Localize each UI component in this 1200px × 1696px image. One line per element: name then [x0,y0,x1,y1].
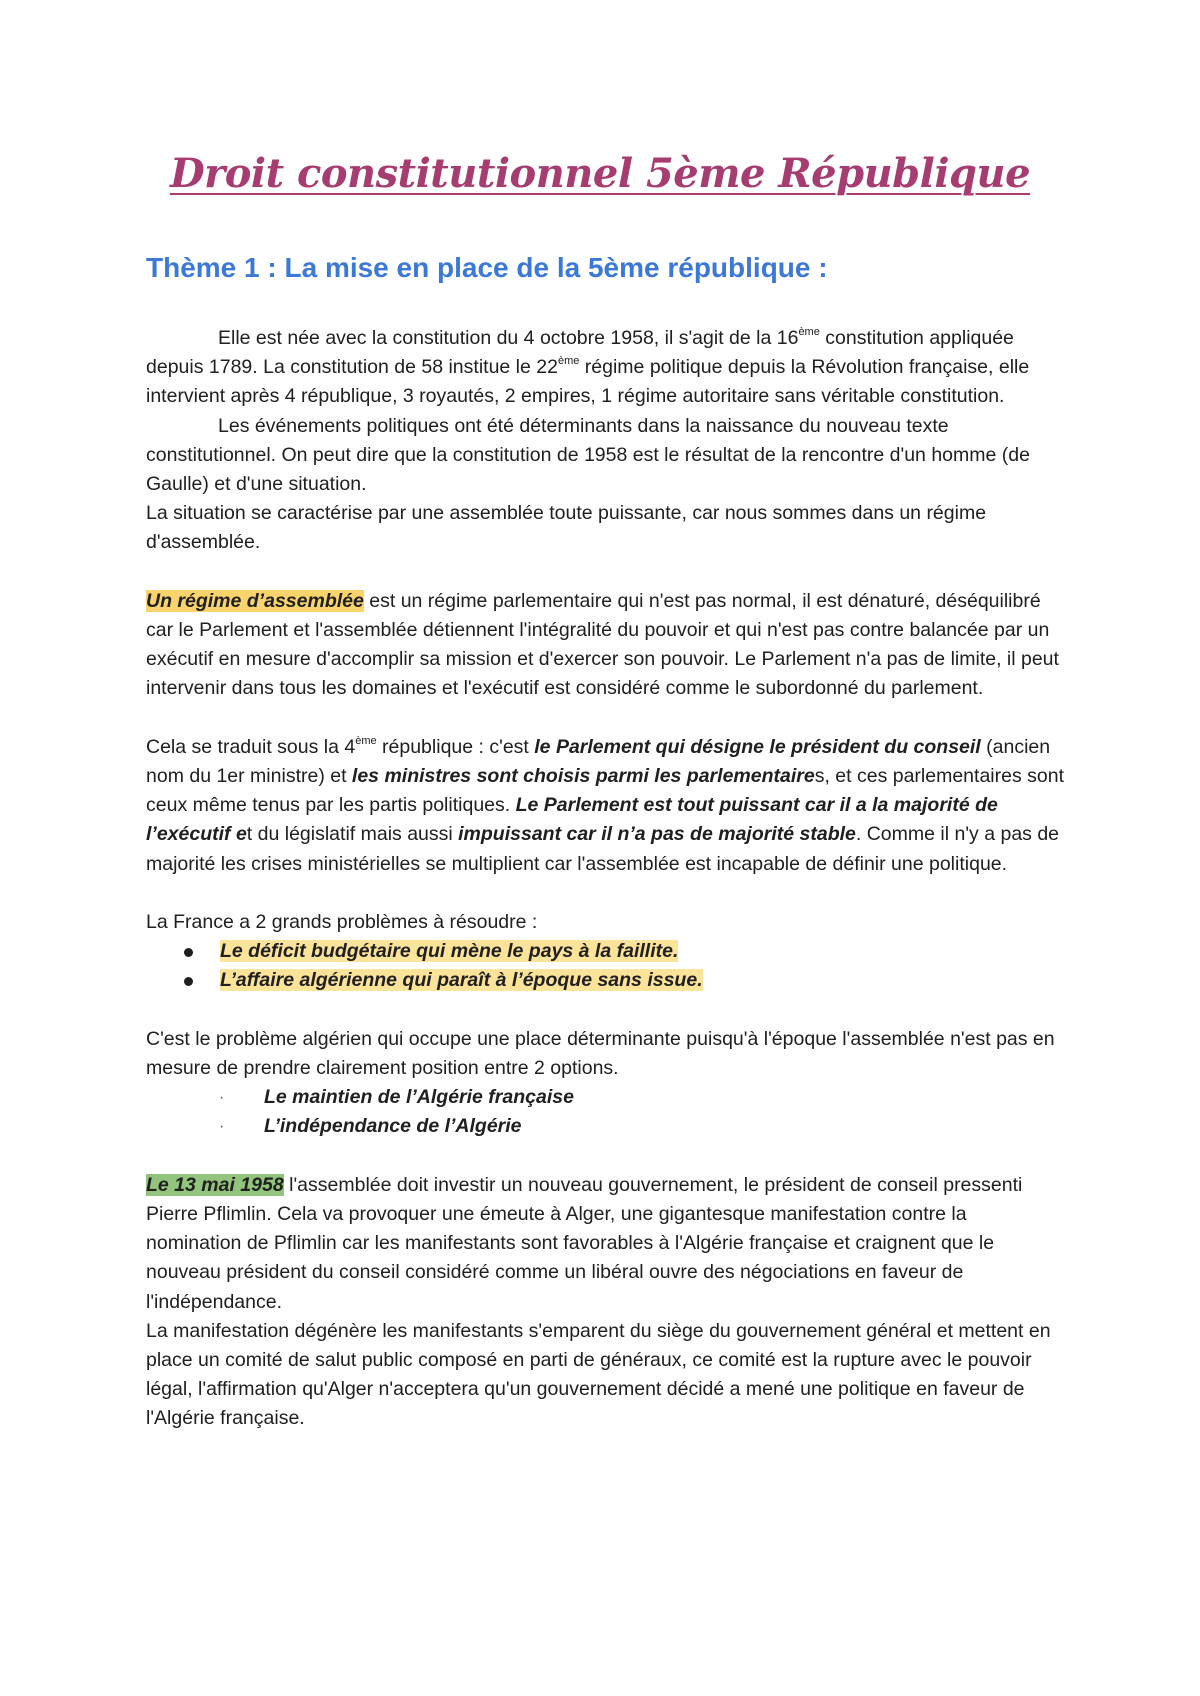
highlighted-date: Le 13 mai 1958 [146,1173,284,1196]
bullet-icon [184,977,193,986]
text-span: t du législatif mais aussi [246,823,459,846]
paragraph-problems-intro: La France a 2 grands problèmes à résoudre : [146,911,538,934]
paragraph-may-1958 [146,1171,1066,1317]
list-item [146,966,1066,995]
emphasis: les ministres sont choisis parmi les parlementaire [351,765,815,788]
options-list [146,1083,1066,1141]
text-span: république : c'est [376,735,535,758]
text-span: s, et ces parlementaires sont ceux même tenus par les partis politiques. [146,765,1064,817]
document-title: Droit constitutionnel 5ème République [169,150,1031,197]
paragraph-origin [146,324,1066,412]
text-span: . Comme il n'y a pas de majorité les crises ministérielles se multiplient car l'assemblée est incapable de définir une politique. [146,823,1060,875]
paragraph-definition [146,587,1066,704]
spacer [146,704,1066,733]
text-span: est un régime parlementaire qui n'est pas normal, il est dénaturé, déséquilibré car le Parlement et l'assemblée détiennent l'intégralité du pouvoir et qui n'est pas contre balancée par un exécutif en mesure d'accomplir sa mission et d'exercer son pouvoir. Le Parlement n'a pas de limite, il peut intervenir dans tous les domaines et l'exécutif est considéré comme le subordonné du parlement. [146,589,1059,700]
paragraph-algeria: C'est le problème algérien qui occupe une place déterminante puisqu'à l'époque l'assemblée n'est pas en mesure de prendre clairement position entre 2 options. [146,1027,1055,1080]
text-span: Elle est née avec la constitution du 4 octobre 1958, il s'agit de la 16 [218,327,799,349]
text-span: Cela se traduit sous la 4 [146,735,356,758]
superscript: ème [557,355,580,368]
bullet-icon [184,948,193,957]
list-item-text: Le déficit budgétaire qui mène le pays à la faillite. [220,940,679,963]
highlighted-term: Un régime d’assemblée [146,589,364,612]
list-item-text: Le maintien de l’Algérie française [264,1086,574,1109]
document-body [146,324,1066,1434]
problems-list [146,937,1066,995]
list-item-text: L’affaire algérienne qui paraît à l’époque sans issue. [220,969,703,992]
text-span: l'assemblée doit investir un nouveau gouvernement, le président de conseil pressenti Pierre Pflimlin. Cela va provoquer une émeute à Alger, une gigantesque manifestation contre la nomination de Pflimlin car les manifestants sont favorables à l'Algérie française et craignent que le nouveau président du conseil considéré comme un libéral ouvre des négociations en faveur de l'indépendance. [146,1173,1023,1313]
text-span: constitution appliquée depuis 1789. La constitution de 58 institue le 22 [146,327,1014,379]
section-heading: Thème 1 : La mise en place de la 5ème république : [146,252,828,283]
emphasis: impuissant car il n’a pas de majorité stable [458,823,856,846]
bullet-icon: · [219,1118,225,1136]
spacer [146,1142,1066,1171]
emphasis: Le Parlement est tout puissant car il a la majorité de l’exécutif e [146,794,998,846]
list-item [146,937,1066,966]
list-item [146,1112,1066,1141]
superscript: ème [355,734,377,747]
emphasis: le Parlement qui désigne le président du conseil [534,735,981,758]
list-item [146,1083,1066,1112]
spacer [146,879,1066,908]
superscript: ème [798,326,820,338]
list-item-text: L’indépendance de l’Algérie [264,1115,522,1138]
text-span: régime politique depuis la Révolution française, elle intervient après 4 république, 3 royautés, 2 empires, 1 régime autoritaire sans véritable constitution. [146,356,1030,408]
bullet-icon: · [219,1089,225,1107]
text-span: (ancien nom du 1er ministre) et [146,735,1051,788]
spacer [146,996,1066,1025]
paragraph-manifestation: La manifestation dégénère les manifestants s'emparent du siège du gouvernement général et mettent en place un comité de salut public composé en parti de généraux, ce comité est la rupture avec le pouvoir légal, l'affirmation qu'Alger n'acceptera qu'un gouvernement décidé a mené une politique en faveur de l'Algérie française. [146,1319,1051,1430]
paragraph-situation: La situation se caractérise par une assemblée toute puissante, car nous sommes dans un régime d'assemblée. [146,502,987,554]
paragraph-events: Les événements politiques ont été déterminants dans la naissance du nouveau texte constitutionnel. On peut dire que la constitution de 1958 est le résultat de la rencontre d'un homme (de Gaulle) et d'une situation. [146,414,1030,496]
paragraph-fourth-republic [146,733,1066,879]
spacer [146,558,1066,587]
